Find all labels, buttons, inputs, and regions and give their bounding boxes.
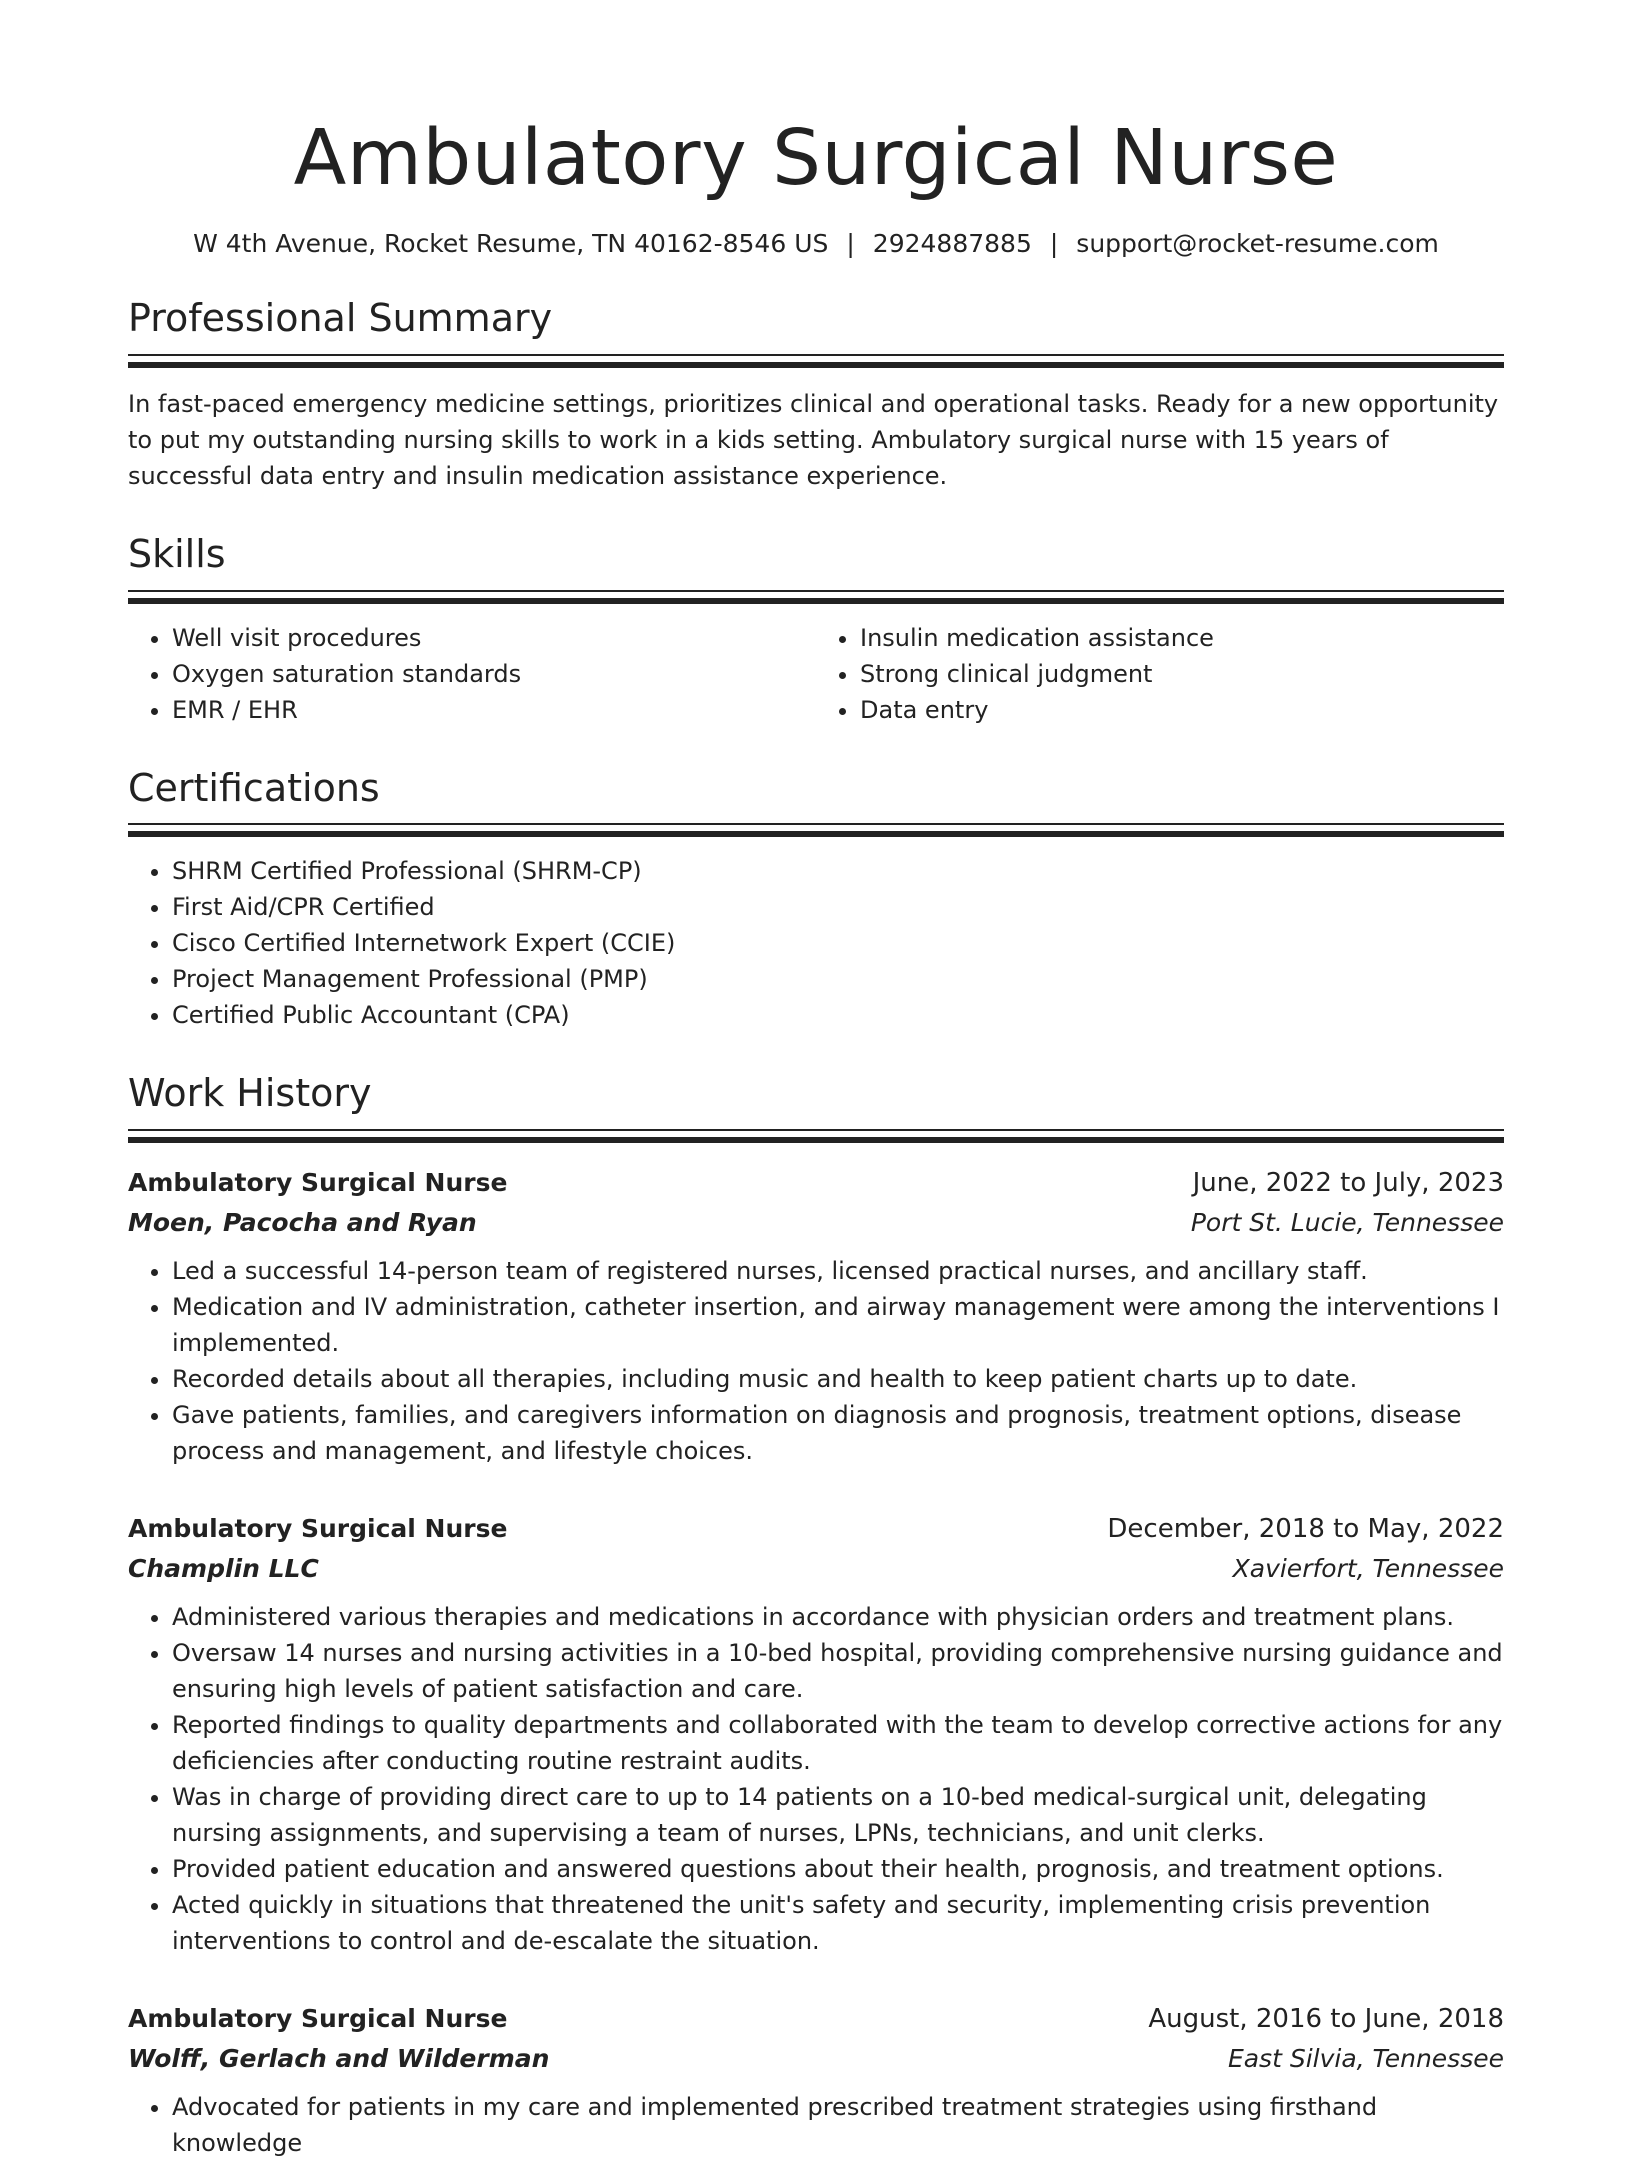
skills-list-left (128, 620, 816, 728)
job-header-row (128, 1163, 1504, 1203)
job-bullets (128, 2089, 1504, 2161)
job-bullets (128, 1253, 1504, 1469)
job-bullets (128, 1599, 1504, 1959)
job-bullet: • Recorded details about all therapies, including music and health to keep patient charts up to date. (172, 1361, 1504, 1397)
certification-item: • Cisco Certified Internetwork Expert (CCIE) (172, 925, 1504, 961)
job-entry (128, 1999, 1504, 2161)
candidate-name: Ambulatory Surgical Nurse (293, 114, 1339, 203)
job-title: Ambulatory Surgical Nurse (128, 1168, 508, 1198)
skill-item: • Strong clinical judgment (860, 656, 1504, 692)
job-bullet: • Oversaw 14 nurses and nursing activities in a 10-bed hospital, providing comprehensive nursing guidance and ensuring high levels of patient satisfaction and care. (172, 1635, 1504, 1707)
summary-section (128, 298, 1504, 494)
job-bullet: • Advocated for patients in my care and implemented prescribed treatment strategies using firsthand knowledge (172, 2089, 1504, 2161)
skills-columns (128, 604, 1504, 728)
contact-line (128, 229, 1504, 258)
job-title: Ambulatory Surgical Nurse (128, 1514, 508, 1544)
job-header-row (128, 1999, 1504, 2039)
job-subheader-row (128, 1549, 1504, 1589)
job-company: Moen, Pacocha and Ryan (128, 1208, 477, 1238)
certification-item: • SHRM Certified Professional (SHRM-CP) (172, 853, 1504, 889)
job-subheader-row (128, 1203, 1504, 1243)
job-bullet: • Medication and IV administration, catheter insertion, and airway management were among the interventions I implemented. (172, 1289, 1504, 1361)
job-header-row (128, 1509, 1504, 1549)
skill-item: • Well visit procedures (172, 620, 816, 656)
job-entry (128, 1509, 1504, 1959)
section-divider-thick (128, 1137, 1504, 1143)
section-divider-thick (128, 362, 1504, 368)
certification-item: • First Aid/CPR Certified (172, 889, 1504, 925)
skill-item: • EMR / EHR (172, 692, 816, 728)
certifications-section (128, 765, 1504, 1034)
job-company: Wolff, Gerlach and Wilderman (128, 2044, 550, 2074)
work-history-section (128, 1073, 1504, 2161)
section-divider (128, 354, 1504, 356)
section-divider (128, 1129, 1504, 1131)
section-divider (128, 590, 1504, 592)
section-title-work-history: Work History (128, 1071, 372, 1116)
section-divider-thick (128, 831, 1504, 837)
skills-section (128, 531, 1504, 728)
section-title-skills: Skills (128, 531, 226, 576)
summary-text: In fast-paced emergency medicine settings, prioritizes clinical and operational tasks. Ready for a new opportunity to put my outstanding nursing skills to work in a kids setting. Ambulatory surgical nurse with 15 years of successful data entry and insulin medication assistance experience. (128, 389, 1499, 490)
job-bullet: • Was in charge of providing direct care to up to 14 patients on a 10-bed medical-surgical unit, delegating nursing assignments, and supervising a team of nurses, LPNs, technicians, and unit clerks. (172, 1779, 1504, 1851)
certifications-list (128, 853, 1504, 1033)
section-title-certifications: Certifications (128, 765, 380, 810)
skill-item: • Data entry (860, 692, 1504, 728)
section-divider (128, 823, 1504, 825)
certification-item: • Project Management Professional (PMP) (172, 961, 1504, 997)
job-subheader-row (128, 2039, 1504, 2079)
job-bullet: • Acted quickly in situations that threatened the unit's safety and security, implementing crisis prevention interventions to control and de-escalate the situation. (172, 1887, 1504, 1959)
job-entry (128, 1163, 1504, 1469)
resume-content (128, 114, 1504, 2161)
contact-separator: | (1049, 229, 1059, 258)
phone: 2924887885 (872, 229, 1032, 258)
job-bullet: • Administered various therapies and medications in accordance with physician orders and treatment plans. (172, 1599, 1504, 1635)
job-location: Xavierfort, Tennessee (1232, 1554, 1504, 1584)
certification-item: • Certified Public Accountant (CPA) (172, 997, 1504, 1033)
job-bullet: • Reported findings to quality departments and collaborated with the team to develop corrective actions for any deficiencies after conducting routine restraint audits. (172, 1707, 1504, 1779)
skills-list-right (816, 620, 1504, 728)
job-dates: December, 2018 to May, 2022 (1107, 1514, 1504, 1545)
job-dates: June, 2022 to July, 2023 (1192, 1168, 1504, 1199)
job-title: Ambulatory Surgical Nurse (128, 2004, 508, 2034)
job-location: Port St. Lucie, Tennessee (1190, 1208, 1504, 1238)
job-bullet: • Provided patient education and answered questions about their health, prognosis, and treatment options. (172, 1851, 1504, 1887)
job-location: East Silvia, Tennessee (1227, 2044, 1504, 2074)
job-company: Champlin LLC (128, 1554, 319, 1584)
job-bullet: • Gave patients, families, and caregivers information on diagnosis and prognosis, treatment options, disease process and management, and lifestyle choices. (172, 1397, 1504, 1469)
email: support@rocket-resume.com (1076, 229, 1439, 258)
section-title-summary: Professional Summary (128, 296, 553, 340)
job-bullet: • Led a successful 14-person team of registered nurses, licensed practical nurses, and ancillary staff. (172, 1253, 1504, 1289)
address: W 4th Avenue, Rocket Resume, TN 40162-8546 US (193, 229, 829, 258)
contact-separator: | (846, 229, 855, 258)
skill-item: • Insulin medication assistance (860, 620, 1504, 656)
job-dates: August, 2016 to June, 2018 (1148, 2004, 1504, 2035)
skill-item: • Oxygen saturation standards (172, 656, 816, 692)
